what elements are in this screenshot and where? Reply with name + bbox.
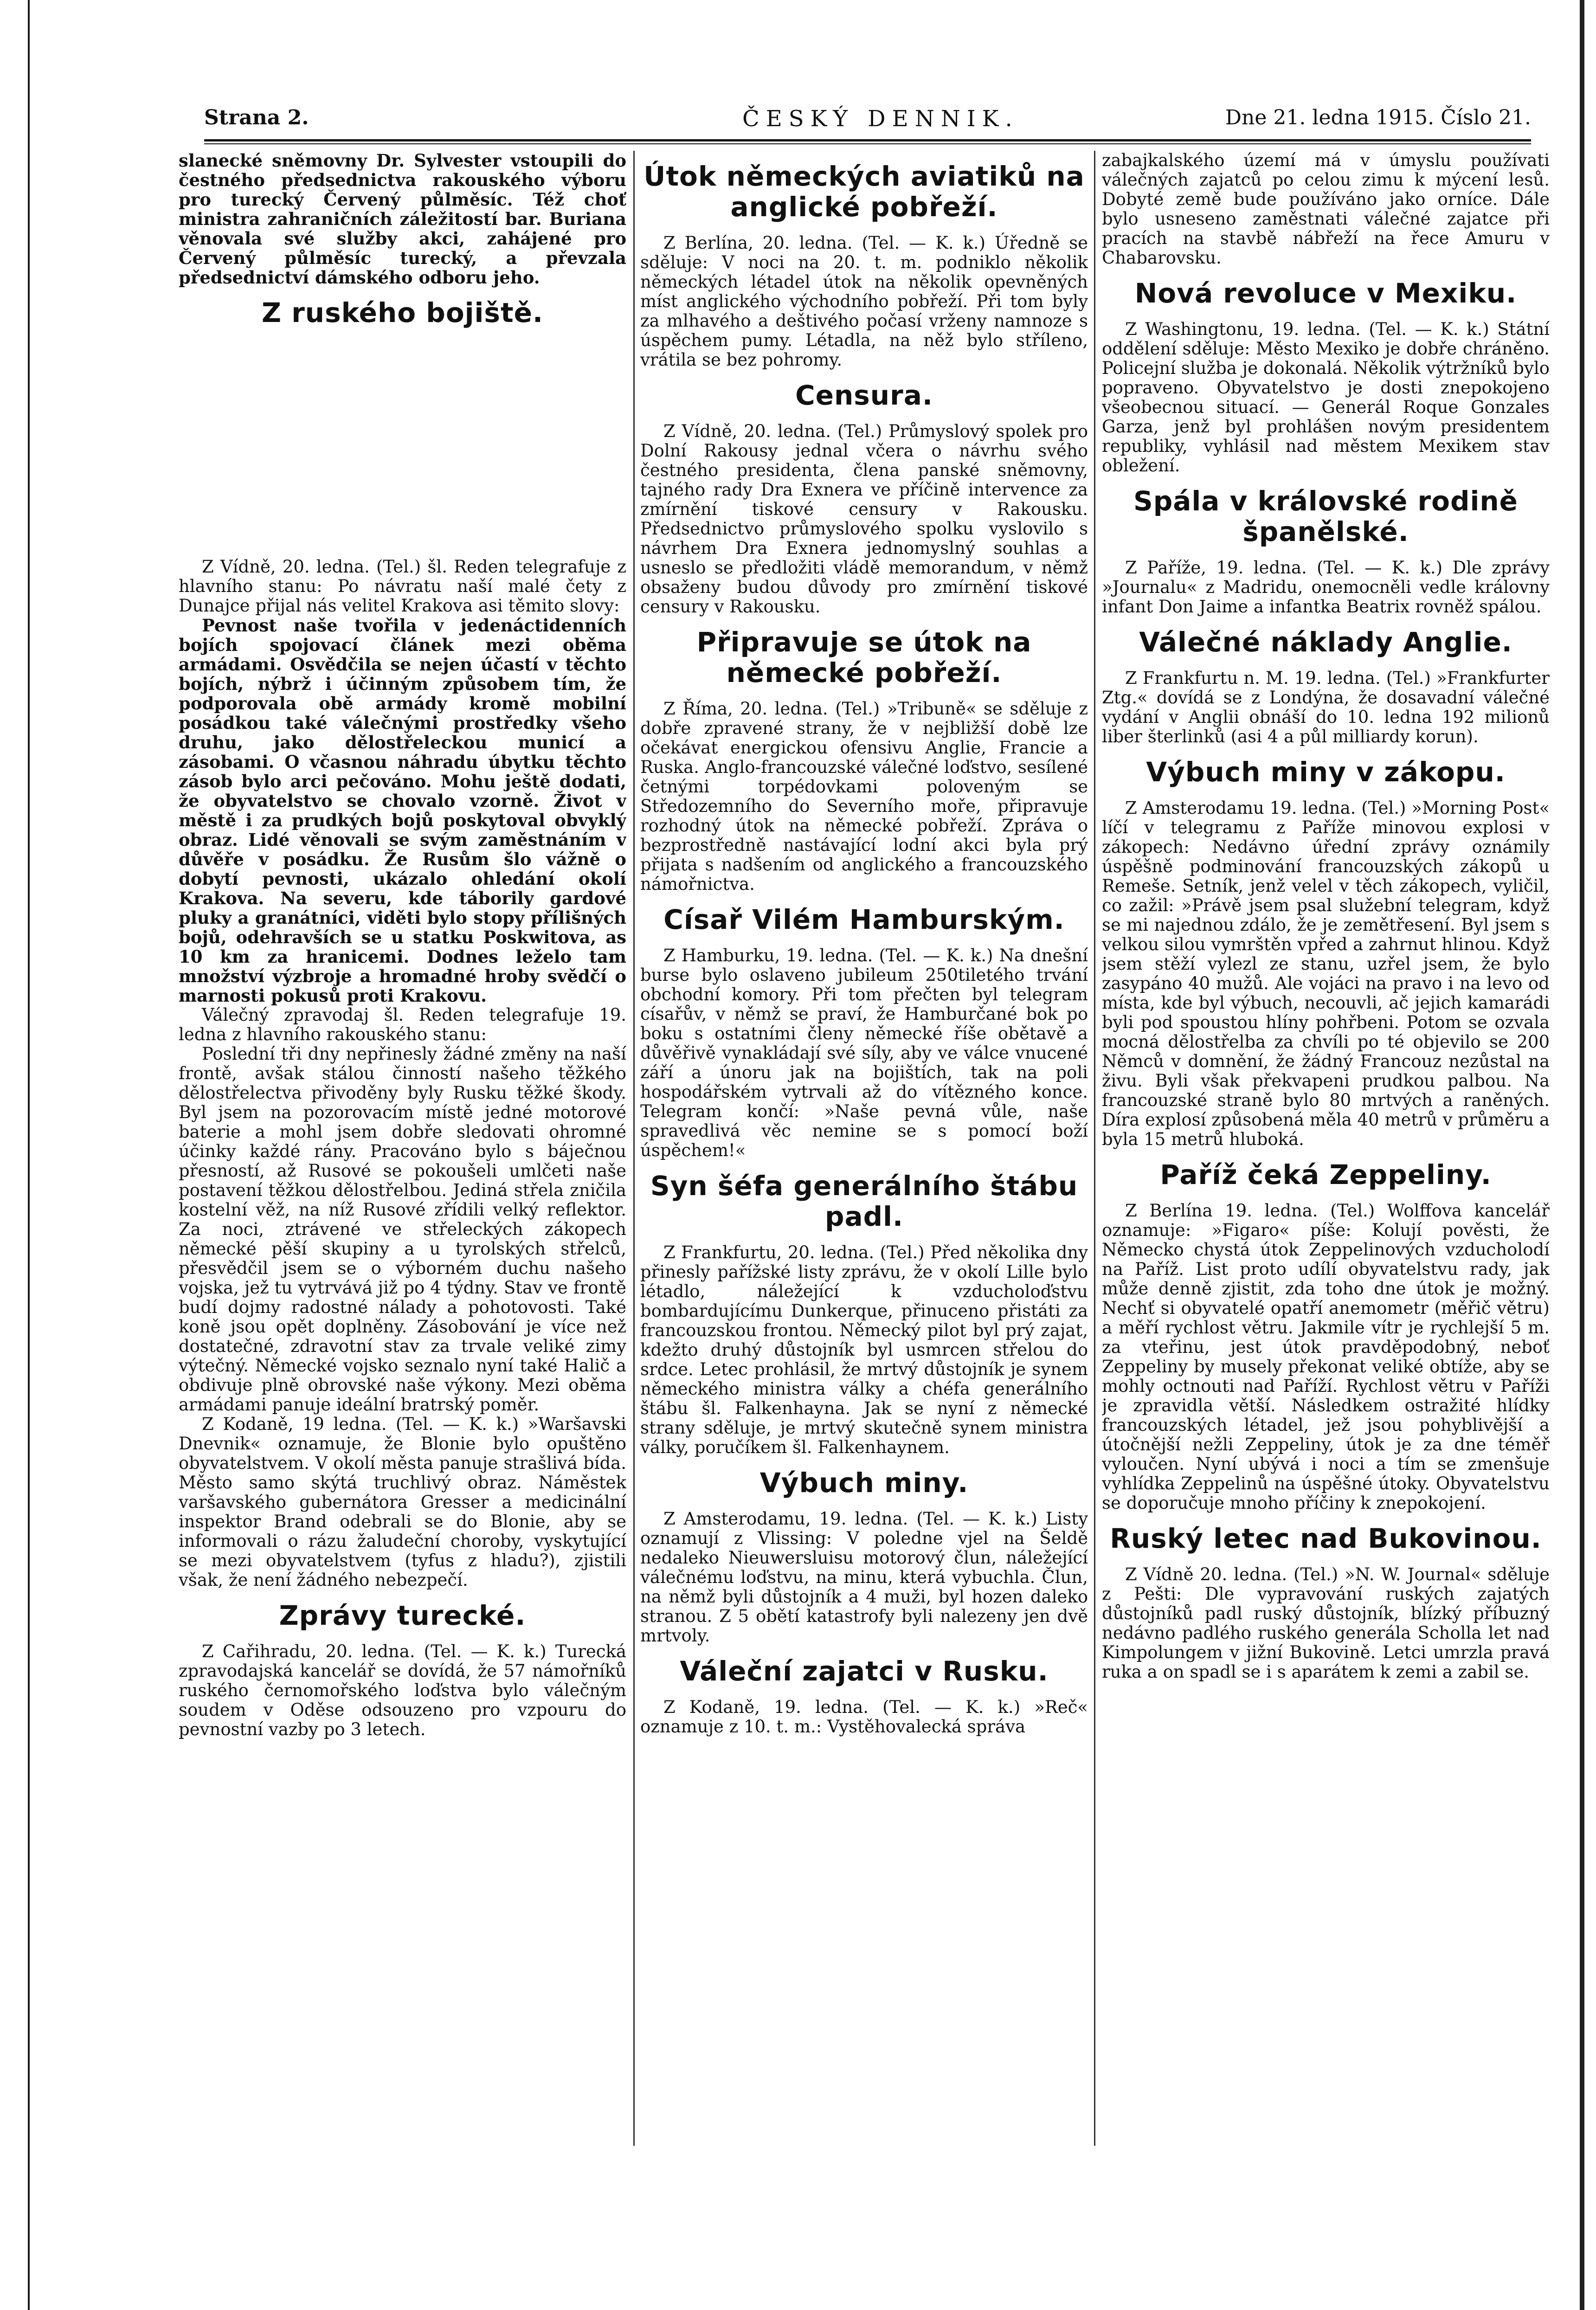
headline: Censura. (795, 380, 933, 411)
paragraph: Z Vídně, 20. ledna. (Tel.) Průmyslový spolek pro Dolní Rakousy jednal včera o návrhu svého čestného presidenta, člena panské sněmovny, tajného rady Dra Exnera ve příčině intervence za zmírnění tiskové censury v Rakousku. Předsednictvo průmyslového spolku vyslovilo s návrhem Dra Exnera jednomyslný souhlas a usneslo se předložiti vládě memorandum, v němž obsaženy budou důvody pro zmírnění tiskové censury v Rakousku. (640, 421, 1088, 617)
paragraph: Z Říma, 20. ledna. (Tel.) »Tribuně« se sděluje z dobře zpravené strany, že v nejbližší době lze očekávat energickou ofensivu Anglie, Francie a Ruska. Anglo-francouzské válečné loďstvo, sesílené četnými torpédovkami poloveným se Středozemního do Severního moře, připravuje rozhodný útok na německé pobřeží. Zpráva o bezprostředně nastávající lodní akci byla prý přijata s nadšením od anglického a francouzského námořnictva. (640, 699, 1088, 894)
paragraph: slanecké sněmovny Dr. Sylvester vstoupili do čestného předsednictva rakouského výboru pro turecký Červený půlměsíc. Též choť ministra zahraničních záležitostí bar. Buriana věnovala své služby akci, zahájené pro Červený půlměsíc turecký, a převzala předsednictví dámského odboru jeho. (179, 151, 626, 288)
paragraph: Z Kodaně, 19 ledna. (Tel. — K. k.) »Waršavski Dnevnik« oznamuje, že Blonie bylo opuštěno obyvatelstvem. V okolí města panuje strašlivá bída. Město samo skýtá truchlivý obraz. Náměstek varšavského gubernátora Gresser a medicinální inspektor Brand odebrali se do Blonie, aby se informovali o rázu žaludeční choroby, vyskytující se mezi obyvatelstvem (tyfus z hladu?), zjistili však, že není žádného nebezpečí. (179, 1414, 626, 1590)
headline: Útok německých aviatiků na anglické pobřeží. (644, 161, 1085, 223)
headline: Syn šéfa generálního štábu padl. (650, 1170, 1078, 1232)
paragraph: Z Kodaně, 19. ledna. (Tel. — K. k.) »Reč« oznamuje z 10. t. m.: Vystěhovalecká správa (640, 1697, 1088, 1737)
paragraph: Z Cařihradu, 20. ledna. (Tel. — K. k.) Turecká zpravodajská kancelář se dovídá, že 57 námořníků ruského černomořského loďstva bylo válečným soudem v Oděse odsouzeno pro vzpouru do pevnostní vazby po 3 letech. (179, 1641, 626, 1739)
column-separator (633, 151, 635, 2146)
headline: Válečné náklady Anglie. (1139, 626, 1512, 658)
paragraph: Válečný zpravodaj šl. Reden telegrafuje 19. ledna z hlavního rakouského stanu: (179, 1005, 626, 1044)
headline: Ruský letec nad Bukovinou. (1110, 1523, 1542, 1554)
headline: Paříž čeká Zeppeliny. (1160, 1159, 1492, 1190)
headline: Váleční zajatci v Rusku. (680, 1655, 1049, 1687)
paragraph: Z Paříže, 19. ledna. (Tel. — K. k.) Dle zprávy »Journalu« z Madridu, onemocněli vedle královny infant Don Jaime a infantka Beatrix rovněž spálou. (1102, 558, 1550, 617)
column-1 (179, 151, 626, 2169)
paragraph: zabajkalského území má v úmyslu používati válečných zajatců po celou zimu k mýcení lesů. Dobyté země bude používáno jako orníce. Dále bylo usneseno zaměstnati válečné zajatce při pracích na stavbě nábřeží na řece Amuru v Chabarovsku. (1102, 151, 1550, 268)
headline: Zprávy turecké. (279, 1600, 526, 1631)
paragraph: Z Vídně, 20. ledna. (Tel.) šl. Reden telegrafuje z hlavního stanu: Po návratu naší malé čety z Dunajce přijal nás velitel Krakova asi těmito slovy: (179, 557, 626, 616)
newspaper-title: ČESKÝ DENNIK. (742, 106, 1019, 132)
headline: Výbuch miny. (759, 1467, 969, 1499)
page-number: Strana 2. (204, 106, 309, 129)
headline: Nová revoluce v Mexiku. (1134, 277, 1517, 309)
headline: Z ruského bojiště. (261, 297, 544, 328)
paragraph: Z Washingtonu, 19. ledna. (Tel. — K. k.) Státní oddělení sděluje: Město Mexiko je dobře chráněno. Policejní služba je dokonalá. Několik výtržníků bylo popraveno. Obyvatelstvo je dosti znepokojeno všeobecnou situací. — Generál Roque Gonzales Garza, jenž byl prohlášen novým presidentem republiky, vyhlásil nad městem Mexikem stav obležení. (1102, 319, 1550, 476)
column-separator (1094, 151, 1095, 2146)
paragraph: Z Vídně 20. ledna. (Tel.) »N. W. Journal« sděluje z Pešti: Dle vypravování ruských zajatých důstojníků padl ruský důstojník, blízký příbuzný nedávno padlého ruského generála Scholla let nad Kimpolungem v jižní Bukovině. Letci umrzla pravá ruka a on spadl se i s aparátem k zemi a zabil se. (1102, 1564, 1550, 1682)
header-rule (204, 139, 1531, 142)
paragraph: Pevnost naše tvořila v jedenáctidenních bojích spojovací článek mezi oběma armádami. Osvědčila se nejen účastí v těchto bojích, nýbrž i účinným způsobem tím, že podporovala obě armády kromě mobilní posádkou také válečnými prostředky všeho druhu, jako dělostřeleckou municí a zásobami. O včasnou náhradu úbytku těchto zásob bylo arci pečováno. Mohu ještě dodati, že obyvatelstvo se chovalo vzorně. Život v městě i za prudkých bojů poskytoval obvyklý obraz. Lidé věnovali se svým zaměstnáním v důvěře v posádku. Že Rusům šlo vážně o dobytí pevnosti, ukázalo ohledání okolí Krakova. Na severu, kde táborily gardové pluky a granátníci, viděti bylo stopy přílišných bojů, odehravších se u statku Poskwitova, as 10 km za hranicemi. Dodnes leželo tam množství výzbroje a hromadné hroby svědčí o marnosti pokusů proti Krakovu. (179, 615, 626, 1006)
issue-date: Dne 21. ledna 1915. Číslo 21. (1225, 106, 1531, 129)
paragraph: Z Frankfurtu, 20. ledna. (Tel.) Před několika dny přinesly pařížské listy zprávu, že v okolí Lille bylo létadlo, náležející k vzducholoďstvu bombardujícímu Dunkerque, přinuceno přistáti za francouzskou frontou. Německý pilot byl prý zajat, kdežto druhý důstojník byl usmrcen střelou do srdce. Letec prohlásil, že mrtvý důstojník je synem německého ministra války a chéfa generálního štábu šl. Falkenhayna. Jak se nyní z německé strany sděluje, je mrtvý skutečně synem ministra války, poručíkem šl. Falkenhaynem. (640, 1242, 1088, 1457)
paragraph: Z Berlína 19. ledna. (Tel.) Wolffova kancelář oznamuje: »Figaro« píše: Kolují pověsti, že Německo chystá útok Zeppelinových vzducholodí na Paříž. List proto udílí obyvatelstvu rady, jak může denně zjistit, zda toho dne útok je možný. Nechť si obyvatelé opatří anemometr (měřič větru) a měří rychlost větru. Jakmile vítr je rychlejší 5 m. za vteřinu, jest útok pravděpodobný, neboť Zeppeliny by musely překonat veliké obtíže, aby se mohly octnouti nad Paříží. Rychlost větru v Paříži je zpravidla větší. Následkem ostražité hlídky francouzských létadel, jež jsou pohyblivější a útočnější nežli Zeppeliny, útok je za dne téměř vyloučen. Nyní ubývá i noci a tím se zmenšuje vyhlídka Zeppelinů na úspěšné útoky. Obyvatelstvu se doporučuje mnoho příčiny k znepokojení. (1102, 1201, 1550, 1513)
header-rule-thin (204, 143, 1531, 144)
paragraph: Z Hamburku, 19. ledna. (Tel. — K. k.) Na dnešní burse bylo oslaveno jubileum 250tiletého trvání obchodní komory. Při tom přečten byl telegram císařův, v němž se praví, že Hamburčané bok po boku s ostatními členy německé říše obětavě a důvěřivě vynakládají své síly, aby ve válce vnucené září a únoru jak na bojištích, tak na poli hospodářském vytrvali až do vítězného konce. Telegram končí: »Naše pevná vůle, naše spravedlivá věc nemine se s pomocí boží úspěchem!« (640, 946, 1088, 1160)
headline: Výbuch miny v zákopu. (1146, 756, 1506, 788)
column-2 (640, 151, 1088, 2169)
paragraph: Z Frankfurtu n. M. 19. ledna. (Tel.) »Frankfurter Ztg.« dovídá se z Londýna, že dosavadní válečné vydání v Anglii obnáší do 10. ledna 192 milionů liber šterlinků (asi 4 a půl milliardy korun). (1102, 668, 1550, 746)
paragraph: Z Berlína, 20. ledna. (Tel. — K. k.) Úředně se sděluje: V noci na 20. t. m. podniklo několik německých létadel útok na několik opevněných míst anglického východního pobřeží. Při tom byly za mlhavého a deštivého počasí vrženy namnoze s úspěchem pumy. Létadla, na něž bylo stříleno, vrátila se bez pohromy. (640, 233, 1088, 370)
paragraph: Z Amsterodamu 19. ledna. (Tel.) »Morning Post« líčí v telegramu z Paříže minovou explosi v zákopech: Nedávno úřední zprávy oznámily úspěšně podminování francouzských zákopů u Remeše. Setník, jenž velel v těch zákopech, vyličil, co zažil: »Právě jsem psal služební telegram, když se mi najednou zdálo, že je zemětřesení. Byl jsem s velkou silou vymrštěn vpřed a zahrnut hlinou. Když jsem stěží vylezl ze stanu, uzřel jsem, že bylo zasypáno 40 mužů. Ale vojáci na pravo i na levo od místa, kde byl výbuch, necouvli, ač jejich kamarádi byli pod spoustou hlíny pohřbeni. Potom se ozvala mocná dělostřelba za chvíli po té objevilo se 200 Němců v domnění, že žádný Francouz nezůstal na živu. Byli však překvapeni prudkou palbou. Na francouzské straně bylo 80 mrtvých a raněných. Díra explosí způsobená měla 40 metrů v průměru a byla 15 metrů hluboká. (1102, 798, 1550, 1149)
page-header (204, 106, 1531, 138)
column-3 (1102, 151, 1550, 2169)
paragraph: Poslední tři dny nepřinesly žádné změny na naší frontě, avšak stálou činností našeho těžkého dělostřelectva přivoděny byly Rusku těžké škody. Byl jsem na pozorovacím místě jedné motorové baterie a mohl jsem dobře sledovati ohromné účinky každé rány. Pracováno bylo s báječnou přesností, až Rusové se pokoušeli umlčeti naše postavení těžkou dělostřelbou. Jediná střela zničila kostelní věž, na níž Rusové zřídili velký reflektor. Za noci, ztrávené ve střeleckých zákopech německé pěší skupiny a u tyrolských střelců, přesvědčil jsem se o výborném duchu našeho vojska, jež tu vytrvává již po 4 týdny. Stav ve frontě budí dojmy radostné nálady a pohotovosti. Také koně jsou opět doplněny. Zásobování je více než dostatečné, zdravotní stav za trvale veliké zimy výtečný. Německé vojsko seznalo nyní také Halič a obdivuje plně obrovské naše výkony. Mezi oběma armádami panuje ideální bratrský poměr. (179, 1044, 626, 1415)
paragraph: Z Amsterodamu, 19. ledna. (Tel. — K. k.) Listy oznamují z Vlissing: V poledne vjel na Šeldě nedaleko Nieuwersluisu motorový člun, náležející válečnému loďstvu, na minu, která vybuchla. Člun, na němž byli důstojník a 4 muži, byl hozen daleko stranou. Z 5 obětí katastrofy byli nalezeny jen dvě mrtvoly. (640, 1509, 1088, 1646)
page-right-edge (1580, 0, 1584, 2310)
blank-space (179, 339, 626, 557)
headline: Spála v královské rodině španělské. (1133, 485, 1519, 547)
headline: Připravuje se útok na německé pobřeží. (696, 626, 1032, 688)
page-left-edge (28, 0, 30, 2310)
headline: Císař Vilém Hamburským. (663, 904, 1065, 935)
